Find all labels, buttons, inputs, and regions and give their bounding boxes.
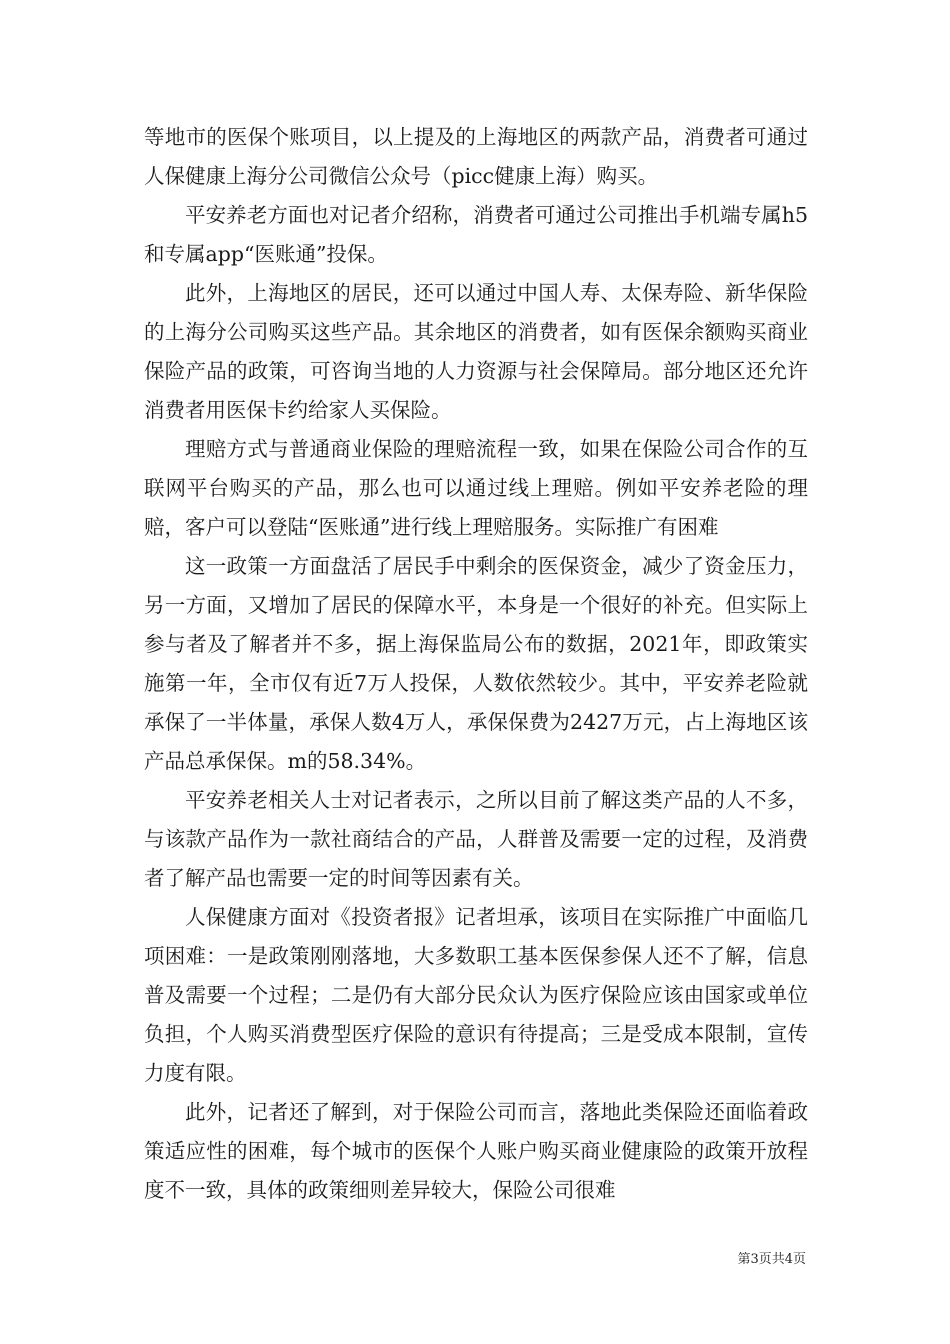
paragraph: 平安养老方面也对记者介绍称，消费者可通过公司推出手机端专属h5和专属app“医账通”投保。 bbox=[144, 203, 808, 266]
paragraph: 理赔方式与普通商业保险的理赔流程一致，如果在保险公司合作的互联网平台购买的产品，那么也可以通过线上理赔。例如平安养老险的理赔，客户可以登陆“医账通”进行线上理赔服务。实际推广有困难 bbox=[144, 437, 808, 539]
paragraph: 这一政策一方面盘活了居民手中剩余的医保资金，减少了资金压力，另一方面，又增加了居民的保障水平，本身是一个很好的补充。但实际上参与者及了解者并不多，据上海保监局公布的数据，2021年，即政策实施第一年，全市仅有近7万人投保，人数依然较少。其中，平安养老险就承保了一半体量，承保人数4万人，承保保费为2427万元，占上海地区该产品总承保保。m的58.34%。 bbox=[144, 554, 808, 773]
page-number-footer: 第3页共4页 bbox=[737, 1252, 806, 1267]
paragraph: 此外，记者还了解到，对于保险公司而言，落地此类保险还面临着政策适应性的困难，每个城市的医保个人账户购买商业健康险的政策开放程度不一致，具体的政策细则差异较大，保险公司很难 bbox=[144, 1100, 808, 1202]
document-body bbox=[144, 118, 808, 1210]
paragraph: 平安养老相关人士对记者表示，之所以目前了解这类产品的人不多，与该款产品作为一款社商结合的产品，人群普及需要一定的过程，及消费者了解产品也需要一定的时间等因素有关。 bbox=[144, 788, 808, 890]
paragraph: 人保健康方面对《投资者报》记者坦承，该项目在实际推广中面临几项困难：一是政策刚刚落地，大多数职工基本医保参保人还不了解，信息普及需要一个过程；二是仍有大部分民众认为医疗保险应该由国家或单位负担，个人购买消费型医疗保险的意识有待提高；三是受成本限制，宣传力度有限。 bbox=[144, 905, 808, 1085]
paragraph: 此外，上海地区的居民，还可以通过中国人寿、太保寿险、新华保险的上海分公司购买这些产品。其余地区的消费者，如有医保余额购买商业保险产品的政策，可咨询当地的人力资源与社会保障局。部分地区还允许消费者用医保卡约给家人买保险。 bbox=[144, 281, 808, 422]
paragraph-continuation: 等地市的医保个账项目，以上提及的上海地区的两款产品，消费者可通过人保健康上海分公司微信公众号（picc健康上海）购买。 bbox=[144, 125, 808, 188]
